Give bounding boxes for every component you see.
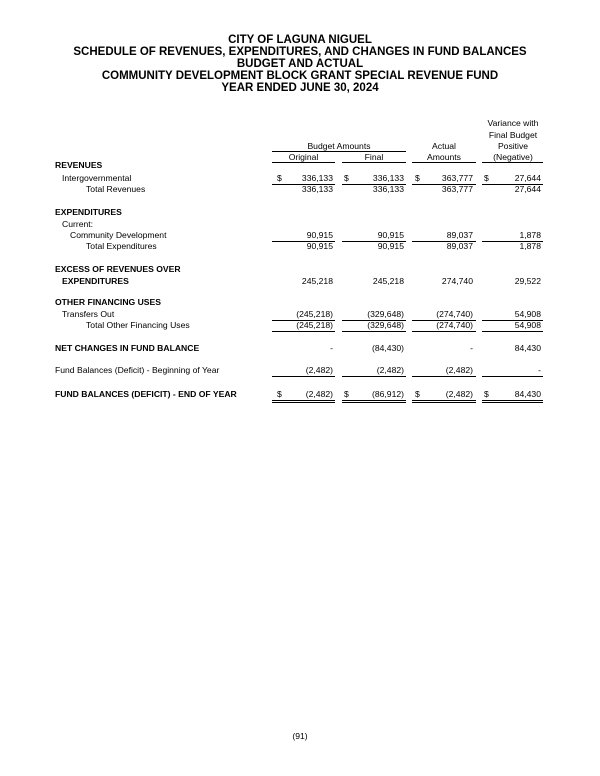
row-label: Current:	[62, 219, 94, 229]
double-underline	[482, 400, 543, 403]
actual-value: 89,037	[446, 230, 473, 240]
actual-header: Amounts	[427, 152, 461, 162]
actual-value: 274,740	[441, 276, 473, 286]
final-value: 336,133	[372, 173, 404, 183]
variance-value: -	[538, 365, 541, 375]
row-label: Total Expenditures	[86, 241, 157, 251]
title-line: YEAR ENDED JUNE 30, 2024	[221, 82, 379, 94]
underline	[272, 162, 335, 163]
variance-value: 27,644	[514, 173, 541, 183]
original-value: 336,133	[301, 173, 333, 183]
actual-value: (2,482)	[445, 365, 473, 375]
row-label: NET CHANGES IN FUND BALANCE	[55, 343, 200, 353]
row-label: Community Development	[70, 230, 167, 240]
variance-value: 29,522	[514, 276, 541, 286]
underline	[482, 162, 543, 163]
currency-symbol: $	[344, 173, 349, 183]
row-label: OTHER FINANCING USES	[55, 297, 161, 307]
currency-symbol: $	[484, 173, 489, 183]
underline	[482, 376, 543, 377]
row-label: Transfers Out	[62, 309, 115, 319]
underline	[482, 331, 543, 332]
row-label: EXCESS OF REVENUES OVER	[55, 264, 181, 274]
row-label: FUND BALANCES (DEFICIT) - END OF YEAR	[55, 389, 237, 399]
underline	[342, 162, 406, 163]
final-value: 90,915	[377, 241, 404, 251]
original-value: 90,915	[306, 230, 333, 240]
variance-value: 1,878	[519, 230, 541, 240]
actual-value: (274,740)	[436, 320, 473, 330]
row-label: Total Revenues	[86, 184, 146, 194]
underline	[272, 151, 406, 152]
variance-value: 27,644	[514, 184, 541, 194]
final-value: 336,133	[372, 184, 404, 194]
row-label: Fund Balances (Deficit) - Beginning of Year	[55, 365, 220, 375]
row-label: Intergovernmental	[62, 173, 132, 183]
currency-symbol: $	[277, 389, 282, 399]
currency-symbol: $	[415, 173, 420, 183]
final-value: 245,218	[372, 276, 404, 286]
original-value: 336,133	[301, 184, 333, 194]
original-value: (2,482)	[305, 365, 333, 375]
original-value: (245,218)	[296, 309, 333, 319]
final-value: (329,648)	[367, 309, 404, 319]
title-line: SCHEDULE OF REVENUES, EXPENDITURES, AND CHANGES IN FUND BALANCES	[73, 46, 527, 58]
final-value: 90,915	[377, 230, 404, 240]
double-underline	[272, 400, 335, 403]
variance-value: 54,908	[514, 320, 541, 330]
actual-value: (274,740)	[436, 309, 473, 319]
title-line: CITY OF LAGUNA NIGUEL	[228, 34, 372, 46]
variance-header: (Negative)	[493, 152, 533, 162]
row-label: Total Other Financing Uses	[86, 320, 190, 330]
final-value: (84,430)	[371, 343, 404, 353]
actual-value: 89,037	[446, 241, 473, 251]
original-value: (2,482)	[305, 389, 333, 399]
currency-symbol: $	[484, 389, 489, 399]
underline	[412, 376, 476, 377]
row-label: EXPENDITURES	[62, 276, 129, 286]
variance-header: Positive	[497, 141, 529, 151]
actual-value: 363,777	[441, 173, 473, 183]
variance-header: Final Budget	[488, 130, 538, 140]
title-line: COMMUNITY DEVELOPMENT BLOCK GRANT SPECIAL REVENUE FUND	[101, 70, 499, 82]
double-underline	[412, 400, 476, 403]
actual-value: (2,482)	[445, 389, 473, 399]
budget-amounts-header: Budget Amounts	[307, 141, 371, 151]
actual-header: Actual	[432, 141, 456, 151]
final-value: (329,648)	[367, 320, 404, 330]
variance-value: 54,908	[514, 309, 541, 319]
variance-header: Variance with	[487, 118, 539, 128]
underline	[342, 376, 406, 377]
original-value: 245,218	[301, 276, 333, 286]
variance-value: 1,878	[519, 241, 541, 251]
variance-value: 84,430	[514, 389, 541, 399]
row-label: EXPENDITURES	[55, 207, 122, 217]
final-value: (86,912)	[371, 389, 404, 399]
title-line: BUDGET AND ACTUAL	[236, 58, 364, 70]
original-header: Original	[288, 152, 319, 162]
double-underline	[342, 400, 406, 403]
variance-value: 84,430	[514, 343, 541, 353]
currency-symbol: $	[415, 389, 420, 399]
currency-symbol: $	[277, 173, 282, 183]
underline	[412, 331, 476, 332]
final-header: Final	[364, 152, 384, 162]
original-value: -	[330, 343, 333, 353]
underline	[272, 331, 335, 332]
currency-symbol: $	[344, 389, 349, 399]
underline	[342, 331, 406, 332]
page-number: (91)	[292, 731, 308, 741]
actual-value: -	[470, 343, 473, 353]
original-value: 90,915	[306, 241, 333, 251]
underline	[272, 376, 335, 377]
original-value: (245,218)	[296, 320, 333, 330]
final-value: (2,482)	[376, 365, 404, 375]
actual-value: 363,777	[441, 184, 473, 194]
underline	[412, 162, 476, 163]
row-label: REVENUES	[55, 160, 103, 170]
